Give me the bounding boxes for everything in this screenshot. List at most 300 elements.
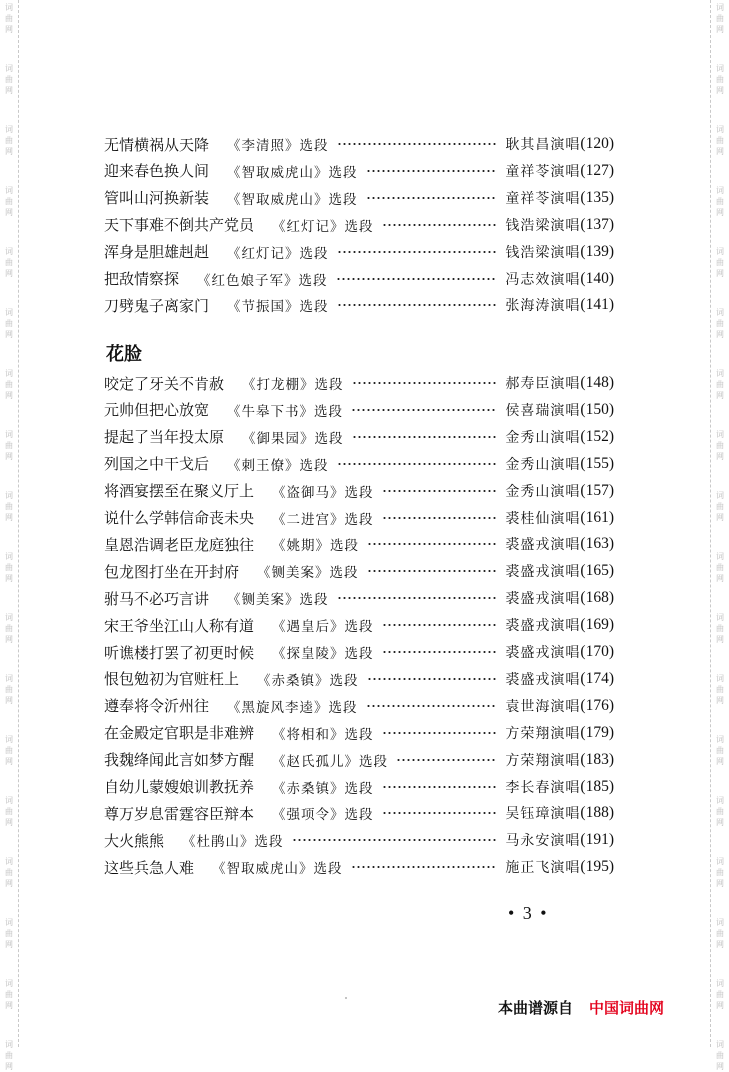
watermark-char: 曲 — [5, 14, 13, 23]
entry-page: (157) — [580, 481, 614, 499]
entry-opera: 《李清照》选段 — [227, 138, 329, 154]
leader-dots — [396, 757, 497, 763]
entry-title: 自幼儿蒙嫂娘训教抚养 — [104, 778, 255, 796]
watermark-char: 网 — [5, 452, 13, 461]
watermark-text — [2, 1039, 16, 1072]
toc-entry[interactable] — [104, 585, 614, 611]
entry-title: 提起了当年投太原 — [104, 428, 225, 447]
entry-singer: 裘盛戎演唱 — [505, 671, 581, 688]
watermark-char: 网 — [5, 25, 13, 34]
entry-page: (161) — [580, 508, 614, 526]
watermark-char: 词 — [716, 1040, 724, 1049]
watermark-char: 网 — [5, 574, 13, 583]
footer-brand-link[interactable]: 中国词曲网 — [589, 999, 665, 1017]
watermark-text — [713, 978, 727, 1011]
leader-dots — [351, 407, 497, 413]
entry-singer: 金秀山演唱 — [505, 429, 581, 446]
watermark-char: 网 — [5, 86, 13, 95]
toc-entry[interactable] — [104, 266, 614, 292]
watermark-char: 曲 — [5, 75, 13, 84]
toc-entry[interactable] — [104, 397, 614, 423]
watermark-text — [713, 185, 727, 218]
watermark-char: 曲 — [716, 75, 724, 84]
watermark-char: 词 — [716, 552, 724, 561]
watermark-text — [713, 917, 727, 950]
watermark-text — [2, 185, 16, 218]
watermark-char: 网 — [5, 147, 13, 156]
entry-opera: 《红灯记》选段 — [272, 218, 374, 235]
watermark-char: 网 — [716, 1062, 724, 1071]
leader-dots — [352, 434, 498, 440]
watermark-char: 网 — [716, 513, 724, 522]
watermark-char: 词 — [716, 125, 724, 134]
watermark-char: 网 — [716, 574, 724, 583]
toc-entry[interactable] — [104, 827, 614, 853]
watermark-char: 曲 — [5, 441, 13, 450]
entry-title: 驸马不必巧言讲 — [104, 589, 210, 608]
watermark-char: 曲 — [5, 136, 13, 145]
toc-entry[interactable] — [104, 424, 614, 450]
watermark-char: 词 — [716, 796, 724, 805]
watermark-text — [713, 734, 727, 767]
watermark-char: 曲 — [716, 868, 724, 877]
toc-entry[interactable] — [104, 558, 614, 584]
entry-singer: 侯喜瑞演唱 — [505, 402, 581, 419]
watermark-text — [713, 1039, 727, 1072]
entry-title: 尊万岁息雷霆容臣辩本 — [104, 804, 255, 823]
watermark-char: 曲 — [716, 14, 724, 23]
entry-title: 咬定了牙关不肯赦 — [104, 374, 225, 393]
watermark-char: 曲 — [5, 563, 13, 572]
watermark-char: 词 — [716, 918, 724, 927]
watermark-char: 网 — [716, 757, 724, 766]
leader-dots — [366, 703, 498, 709]
entry-singer: 童祥苓演唱 — [505, 190, 581, 207]
entry-singer: 张海涛演唱 — [505, 298, 581, 315]
entry-singer: 金秀山演唱 — [505, 483, 581, 500]
watermark-char: 网 — [716, 208, 724, 217]
watermark-char: 网 — [716, 696, 724, 705]
watermark-text — [713, 368, 727, 401]
watermark-char: 网 — [716, 269, 724, 278]
entry-opera: 《御果园》选段 — [242, 430, 344, 447]
entry-opera: 《牛皋下书》选段 — [227, 403, 344, 420]
footer-credit — [498, 997, 664, 1018]
entry-opera: 《姚期》选段 — [272, 538, 360, 555]
entry-opera: 《盗御马》选段 — [272, 484, 374, 501]
watermark-char: 曲 — [5, 502, 13, 511]
entry-title: 无情横祸从天降 — [104, 135, 210, 154]
watermark-char: 曲 — [716, 624, 724, 633]
watermark-char: 词 — [716, 857, 724, 866]
entry-title: 在金殿定官职是非难辨 — [104, 724, 255, 743]
leader-dots — [382, 730, 498, 736]
watermark-char: 曲 — [716, 807, 724, 816]
watermark-char: 词 — [5, 613, 13, 622]
entry-title: 听谯楼打罢了初更时候 — [104, 643, 255, 662]
entry-title: 将酒宴摆至在聚义厅上 — [104, 482, 255, 501]
watermark-char: 词 — [716, 430, 724, 439]
leader-dots — [367, 676, 498, 682]
entry-page: (141) — [580, 296, 614, 314]
watermark-text — [2, 734, 16, 767]
entry-opera: 《赵氏孤儿》选段 — [272, 753, 389, 770]
toc-entry[interactable] — [104, 292, 614, 318]
watermark-char: 曲 — [5, 197, 13, 206]
watermark-text — [2, 673, 16, 706]
watermark-char: 词 — [5, 491, 13, 500]
watermark-text — [713, 856, 727, 889]
watermark-char: 词 — [716, 247, 724, 256]
watermark-char: 词 — [716, 979, 724, 988]
watermark-char: 词 — [5, 552, 13, 561]
entry-page: (191) — [580, 831, 614, 849]
entry-singer: 裘盛戎演唱 — [505, 564, 581, 581]
watermark-char: 曲 — [5, 746, 13, 755]
leader-dots — [366, 195, 498, 201]
toc-entry[interactable] — [104, 531, 614, 557]
entry-page: (135) — [580, 188, 614, 206]
watermark-text — [713, 63, 727, 96]
entry-page: (148) — [580, 374, 614, 391]
toc-entry[interactable] — [104, 639, 614, 665]
watermark-text — [2, 917, 16, 950]
entry-page: (137) — [580, 215, 614, 233]
watermark-char: 曲 — [5, 929, 13, 938]
watermark-char: 词 — [716, 369, 724, 378]
watermark-char: 曲 — [5, 868, 13, 877]
watermark-char: 曲 — [5, 807, 13, 816]
watermark-char: 曲 — [716, 502, 724, 511]
watermark-text — [713, 490, 727, 523]
watermark-text — [713, 307, 727, 340]
entry-opera: 《红灯记》选段 — [227, 245, 329, 262]
entry-opera: 《智取威虎山》选段 — [212, 861, 343, 878]
toc-entry[interactable] — [104, 158, 614, 184]
entry-page: (139) — [580, 242, 614, 260]
entry-singer: 冯志效演唱 — [505, 271, 581, 288]
watermark-char: 网 — [716, 147, 724, 156]
entry-opera: 《刺王僚》选段 — [227, 457, 329, 474]
watermark-char: 曲 — [716, 319, 724, 328]
toc-entry[interactable] — [104, 854, 614, 880]
entry-opera: 《杜鹃山》选段 — [182, 834, 284, 851]
watermark-char: 词 — [5, 3, 13, 12]
watermark-char: 词 — [5, 796, 13, 805]
entry-page: (150) — [580, 400, 614, 418]
toc-entry[interactable] — [104, 505, 614, 531]
watermark-char: 网 — [716, 879, 724, 888]
watermark-char: 网 — [5, 391, 13, 400]
entry-opera: 《智取威虎山》选段 — [227, 164, 358, 181]
watermark-char: 词 — [5, 430, 13, 439]
watermark-char: 网 — [5, 757, 13, 766]
toc-entry[interactable] — [104, 185, 614, 211]
watermark-char: 词 — [5, 308, 13, 317]
entry-opera: 《探皇陵》选段 — [272, 646, 374, 662]
entry-singer: 耿其昌演唱 — [505, 137, 581, 153]
watermark-char: 词 — [716, 491, 724, 500]
watermark-char: 曲 — [716, 929, 724, 938]
leader-dots — [382, 222, 498, 228]
watermark-char: 曲 — [5, 380, 13, 389]
page-number: • 3 • — [508, 903, 549, 923]
watermark-char: 曲 — [716, 1051, 724, 1060]
leader-dots — [337, 302, 498, 308]
watermark-char: 网 — [5, 696, 13, 705]
watermark-text — [713, 124, 727, 157]
entry-page: (195) — [580, 858, 614, 876]
entry-title: 遵奉将令沂州往 — [104, 697, 210, 716]
watermark-char: 词 — [5, 1040, 13, 1049]
watermark-strip-right — [710, 0, 729, 1071]
entry-singer: 裘盛戎演唱 — [505, 537, 581, 554]
leader-dots — [337, 141, 498, 147]
entry-title: 说什么学韩信命丧未央 — [104, 509, 255, 527]
watermark-char: 词 — [5, 979, 13, 988]
watermark-char: 网 — [716, 391, 724, 400]
entry-opera: 《赤桑镇》选段 — [272, 780, 374, 797]
watermark-char: 曲 — [5, 258, 13, 267]
watermark-char: 词 — [5, 369, 13, 378]
watermark-text — [2, 63, 16, 96]
watermark-char: 词 — [716, 674, 724, 683]
entry-opera: 《黑旋风李逵》选段 — [227, 699, 358, 716]
watermark-char: 曲 — [716, 685, 724, 694]
entry-page: (140) — [580, 269, 614, 287]
watermark-char: 曲 — [5, 319, 13, 328]
watermark-char: 词 — [5, 857, 13, 866]
entry-title: 列国之中干戈后 — [104, 455, 210, 474]
watermark-char: 曲 — [716, 197, 724, 206]
leader-dots — [367, 541, 497, 547]
watermark-char: 曲 — [5, 624, 13, 633]
leader-dots — [336, 276, 498, 282]
entry-title: 管叫山河换新装 — [104, 189, 210, 208]
watermark-char: 词 — [5, 247, 13, 256]
watermark-char: 词 — [5, 64, 13, 73]
watermark-char: 词 — [5, 674, 13, 683]
leader-dots — [337, 461, 498, 467]
leader-dots — [382, 622, 498, 628]
watermark-text — [2, 246, 16, 279]
watermark-char: 网 — [716, 452, 724, 461]
toc-entry[interactable] — [104, 370, 614, 396]
entry-title: 天下事难不倒共产党员 — [104, 216, 255, 235]
watermark-text — [713, 673, 727, 706]
entry-page: (168) — [580, 589, 614, 607]
entry-singer: 裘盛戎演唱 — [505, 645, 581, 661]
watermark-char: 词 — [5, 918, 13, 927]
entry-page: (163) — [580, 535, 614, 553]
watermark-char: 网 — [5, 1001, 13, 1010]
watermark-char: 词 — [716, 308, 724, 317]
toc-entry[interactable] — [104, 774, 614, 800]
entry-singer: 金秀山演唱 — [505, 456, 581, 473]
entry-page: (120) — [580, 135, 614, 152]
entry-page: (176) — [580, 696, 614, 714]
entry-opera: 《将相和》选段 — [272, 726, 374, 743]
entry-page: (152) — [580, 427, 614, 445]
leader-dots — [382, 515, 498, 521]
toc-entry[interactable] — [104, 612, 614, 638]
watermark-text — [713, 612, 727, 645]
contents-list — [104, 0, 614, 1047]
entry-opera: 《遇皇后》选段 — [272, 619, 374, 636]
watermark-char: 曲 — [716, 136, 724, 145]
leader-dots — [292, 837, 498, 843]
watermark-char: 词 — [716, 613, 724, 622]
entry-page: (170) — [580, 643, 614, 660]
watermark-text — [2, 429, 16, 462]
watermark-text — [713, 429, 727, 462]
watermark-char: 词 — [5, 125, 13, 134]
entry-title: 我魏绛闻此言如梦方醒 — [104, 751, 255, 770]
entry-title: 把敌情察探 — [104, 270, 180, 288]
entry-opera: 《打龙棚》选段 — [242, 377, 344, 393]
watermark-text — [2, 307, 16, 340]
watermark-text — [2, 978, 16, 1011]
entry-title: 这些兵急人难 — [104, 858, 195, 877]
leader-dots — [337, 595, 498, 601]
watermark-char: 曲 — [5, 990, 13, 999]
leader-dots — [352, 380, 498, 386]
watermark-char: 网 — [716, 86, 724, 95]
entry-singer: 施正飞演唱 — [505, 860, 581, 877]
watermark-char: 曲 — [5, 685, 13, 694]
watermark-char: 词 — [5, 735, 13, 744]
watermark-text — [713, 246, 727, 279]
toc-entry[interactable] — [104, 478, 614, 504]
entry-title: 元帅但把心放宽 — [104, 401, 210, 420]
entry-page: (185) — [580, 777, 614, 795]
entry-singer: 方荣翔演唱 — [505, 725, 581, 742]
leader-dots — [351, 864, 498, 870]
entry-page: (155) — [580, 454, 614, 472]
watermark-text — [2, 124, 16, 157]
leader-dots — [382, 488, 498, 494]
entry-opera: 《二进宫》选段 — [272, 511, 374, 528]
watermark-text — [2, 612, 16, 645]
watermark-char: 曲 — [5, 1051, 13, 1060]
leader-dots — [382, 784, 498, 790]
section-heading-hualian: 花脸 — [106, 344, 142, 365]
leader-dots — [337, 249, 498, 255]
entry-opera: 《赤桑镇》选段 — [257, 672, 359, 689]
watermark-char: 曲 — [716, 441, 724, 450]
watermark-char: 网 — [716, 1001, 724, 1010]
leader-dots — [367, 568, 498, 574]
watermark-char: 曲 — [716, 380, 724, 389]
watermark-char: 网 — [716, 940, 724, 949]
watermark-char: 网 — [5, 269, 13, 278]
watermark-char: 网 — [5, 513, 13, 522]
watermark-char: 网 — [716, 635, 724, 644]
toc-entry[interactable] — [104, 451, 614, 477]
toc-entry[interactable] — [104, 666, 614, 692]
watermark-char: 网 — [716, 818, 724, 827]
entry-singer: 裘盛戎演唱 — [505, 618, 581, 635]
entry-singer: 童祥苓演唱 — [505, 163, 581, 180]
watermark-char: 网 — [5, 208, 13, 217]
entry-singer: 钱浩梁演唱 — [505, 244, 581, 261]
entry-opera: 《铡美案》选段 — [257, 565, 359, 582]
entry-page: (127) — [580, 161, 614, 179]
entry-title: 包龙图打坐在开封府 — [104, 562, 240, 581]
watermark-text — [2, 856, 16, 889]
entry-singer: 钱浩梁演唱 — [505, 217, 581, 234]
watermark-char: 词 — [716, 735, 724, 744]
entry-title: 迎来春色换人间 — [104, 162, 210, 181]
watermark-char: 网 — [716, 25, 724, 34]
entry-page: (183) — [580, 750, 614, 768]
watermark-char: 曲 — [716, 258, 724, 267]
toc-entry[interactable] — [104, 131, 614, 157]
watermark-text — [2, 795, 16, 828]
watermark-char: 网 — [716, 330, 724, 339]
watermark-char: 词 — [716, 186, 724, 195]
watermark-char: 曲 — [716, 990, 724, 999]
watermark-char: 网 — [5, 879, 13, 888]
watermark-text — [713, 2, 727, 35]
entry-opera: 《铡美案》选段 — [227, 592, 329, 609]
entry-title: 刀劈鬼子离家门 — [104, 296, 210, 315]
entry-opera: 《强项令》选段 — [272, 807, 374, 824]
toc-entry[interactable] — [104, 212, 614, 238]
entry-page: (169) — [580, 616, 614, 634]
watermark-char: 词 — [716, 3, 724, 12]
entry-title: 皇恩浩调老臣龙庭独往 — [104, 535, 255, 554]
watermark-char: 网 — [5, 1062, 13, 1071]
toc-entry[interactable] — [104, 747, 614, 773]
entry-title: 宋王爷坐江山人称有道 — [104, 616, 255, 635]
footer-source-text: 本曲谱源自 — [498, 999, 574, 1017]
watermark-text — [2, 490, 16, 523]
watermark-text — [2, 2, 16, 35]
entry-opera: 《节振国》选段 — [227, 299, 329, 316]
entry-title: 浑身是胆雄赳赳 — [104, 243, 210, 262]
entry-singer: 郝寿臣演唱 — [505, 376, 581, 392]
watermark-char: 词 — [5, 186, 13, 195]
watermark-text — [713, 795, 727, 828]
toc-entry[interactable] — [104, 693, 614, 719]
entry-opera: 《智取威虎山》选段 — [227, 191, 358, 208]
entry-page: (174) — [580, 669, 614, 687]
leader-dots — [382, 649, 498, 655]
watermark-strip-left — [0, 0, 19, 1071]
toc-entry[interactable] — [104, 720, 614, 746]
watermark-char: 曲 — [716, 563, 724, 572]
entry-singer: 袁世海演唱 — [505, 698, 581, 715]
watermark-text — [2, 551, 16, 584]
toc-entry[interactable] — [104, 239, 614, 265]
toc-entry[interactable] — [104, 800, 614, 826]
leader-dots — [382, 810, 498, 816]
entry-page: (165) — [580, 562, 614, 580]
watermark-char: 网 — [5, 818, 13, 827]
entry-page: (179) — [580, 723, 614, 741]
watermark-char: 词 — [716, 64, 724, 73]
watermark-char: 网 — [5, 330, 13, 339]
entry-opera: 《红色娘子军》选段 — [197, 272, 328, 289]
entry-singer: 裘桂仙演唱 — [505, 510, 581, 527]
entry-title: 恨包勉初为官赃枉上 — [104, 670, 240, 689]
entry-singer: 裘盛戎演唱 — [505, 591, 581, 608]
watermark-char: 网 — [5, 940, 13, 949]
entry-singer: 吴钰璋演唱 — [505, 806, 581, 823]
watermark-char: 网 — [5, 635, 13, 644]
watermark-text — [713, 551, 727, 584]
